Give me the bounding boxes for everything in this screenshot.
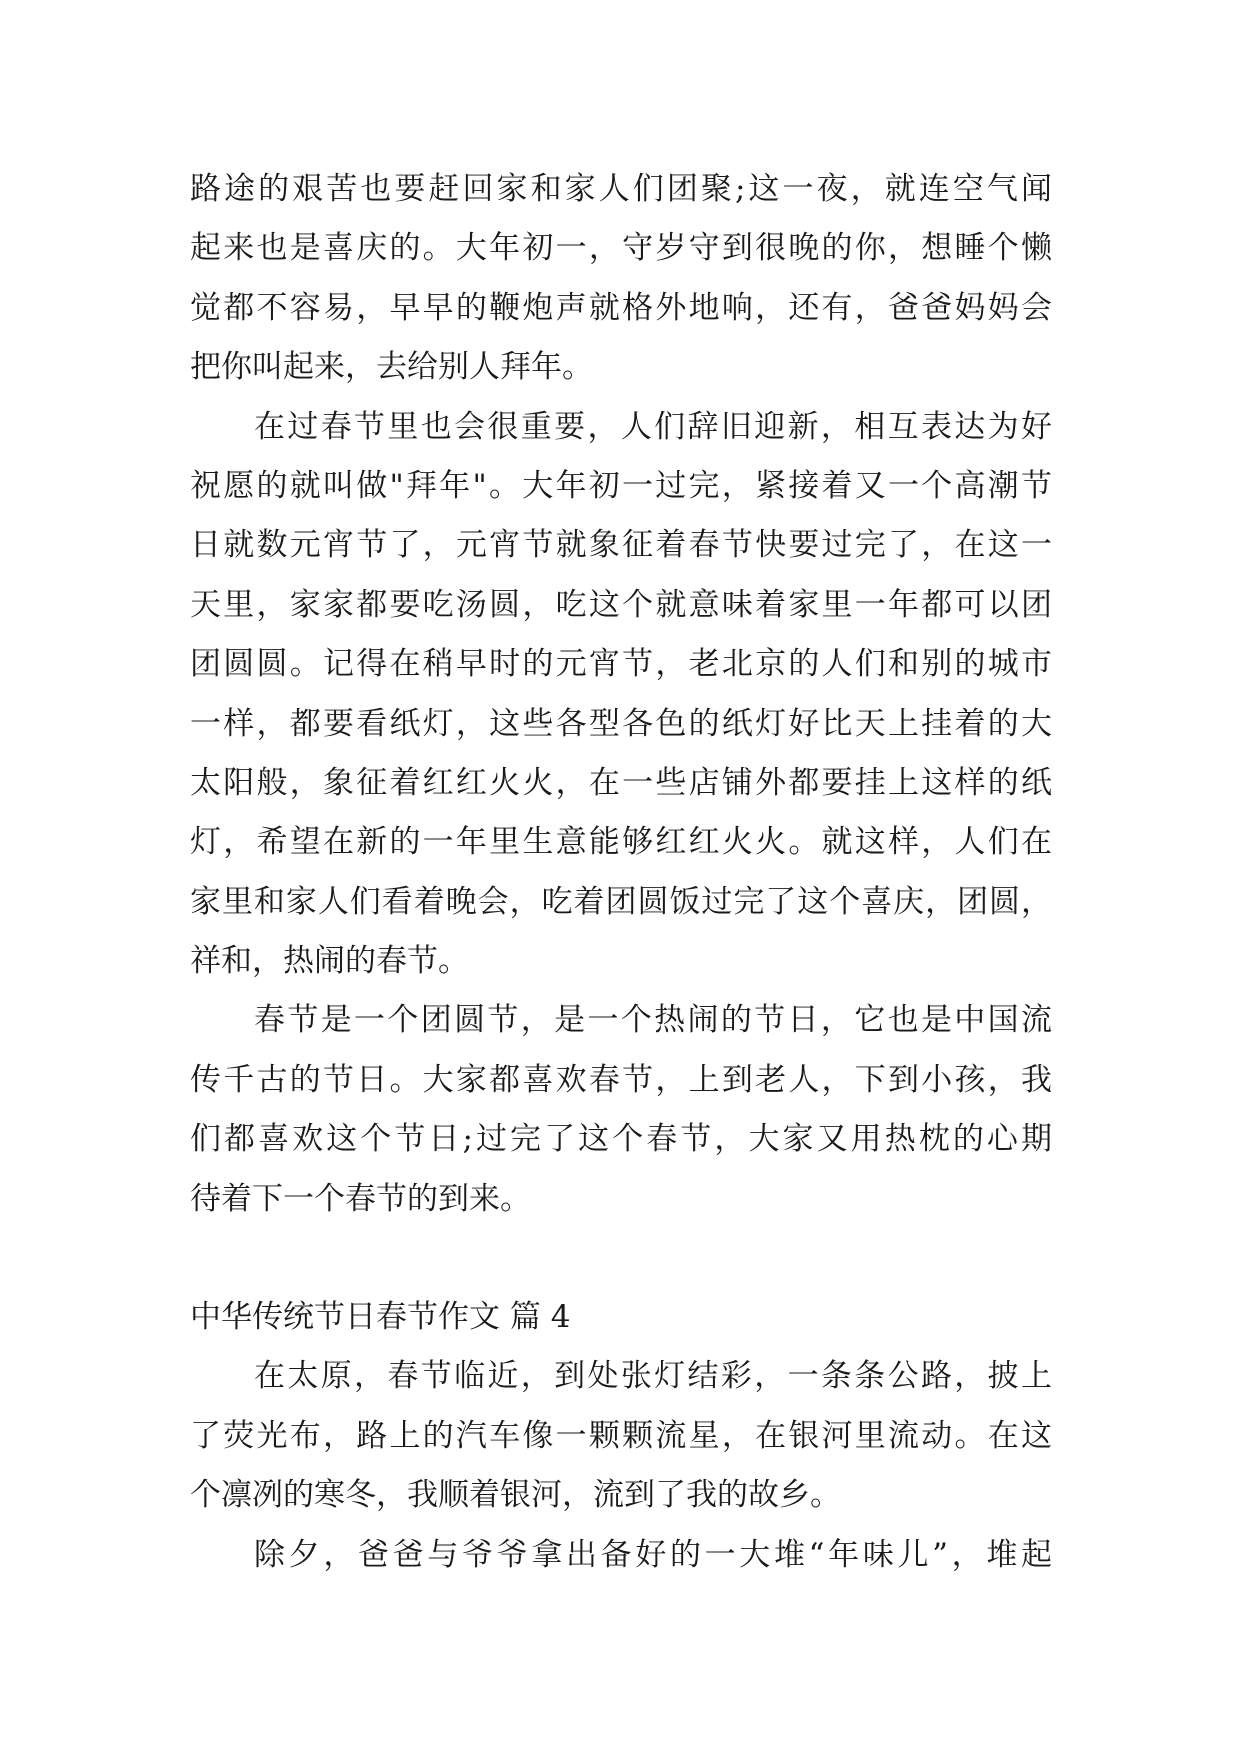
text-line: 起来也是喜庆的。大年初一，守岁守到很晚的你，想睡个懒 — [190, 230, 1052, 267]
text-line: 日就数元宵节了，元宵节就象征着春节快要过完了，在这一 — [190, 527, 1052, 564]
heading-text: 中华传统节日春节作文 篇 4 — [190, 1299, 571, 1336]
text-line: 除夕，爸爸与爷爷拿出备好的一大堆“年味儿”，堆起 — [254, 1536, 1052, 1573]
paragraph — [190, 1526, 1052, 1585]
text-line: 在过春节里也会很重要，人们辞旧迎新，相互表达为好 — [254, 408, 1052, 445]
text-line: 路途的艰苦也要赶回家和家人们团聚;这一夜，就连空气闻 — [190, 171, 1052, 207]
text-line: 了荧光布，路上的汽车像一颗颗流星，在银河里流动。在这 — [190, 1417, 1052, 1454]
text-line: 觉都不容易，早早的鞭炮声就格外地响，还有，爸爸妈妈会 — [190, 289, 1052, 326]
paragraph — [190, 398, 1052, 992]
text-line: 传千古的节日。大家都喜欢春节，上到老人，下到小孩，我 — [190, 1061, 1052, 1098]
section-heading — [190, 1288, 1052, 1347]
text-line: 团圆圆。记得在稍早时的元宵节，老北京的人们和别的城市 — [190, 646, 1052, 683]
text-line: 家里和家人们看着晚会，吃着团圆饭过完了这个喜庆，团圆， — [190, 883, 1052, 920]
document-body — [190, 160, 1052, 1585]
paragraph — [190, 160, 1052, 398]
text-line: 待着下一个春节的到来。 — [190, 1180, 531, 1217]
text-line: 太阳般，象征着红红火火，在一些店铺外都要挂上这样的纸 — [190, 764, 1052, 801]
text-line: 一样，都要看纸灯，这些各型各色的纸灯好比天上挂着的大 — [190, 705, 1052, 742]
text-line: 祥和，热闹的春节。 — [190, 943, 469, 980]
text-line: 在太原，春节临近，到处张灯结彩，一条条公路，披上 — [254, 1358, 1052, 1395]
text-line: 灯，希望在新的一年里生意能够红红火火。就这样，人们在 — [190, 824, 1052, 861]
text-line: 把你叫起来，去给别人拜年。 — [190, 349, 593, 386]
text-line: 春节是一个团圆节，是一个热闹的节日，它也是中国流 — [254, 1002, 1052, 1039]
text-line: 个凛冽的寒冬，我顺着银河，流到了我的故乡。 — [190, 1477, 841, 1514]
text-line: 祝愿的就叫做"拜年"。大年初一过完，紧接着又一个高潮节 — [190, 467, 1052, 504]
text-line: 们都喜欢这个节日;过完了这个春节，大家又用热枕的心期 — [190, 1121, 1052, 1158]
paragraph — [190, 1347, 1052, 1525]
paragraph — [190, 991, 1052, 1229]
text-line: 天里，家家都要吃汤圆，吃这个就意味着家里一年都可以团 — [190, 586, 1052, 623]
